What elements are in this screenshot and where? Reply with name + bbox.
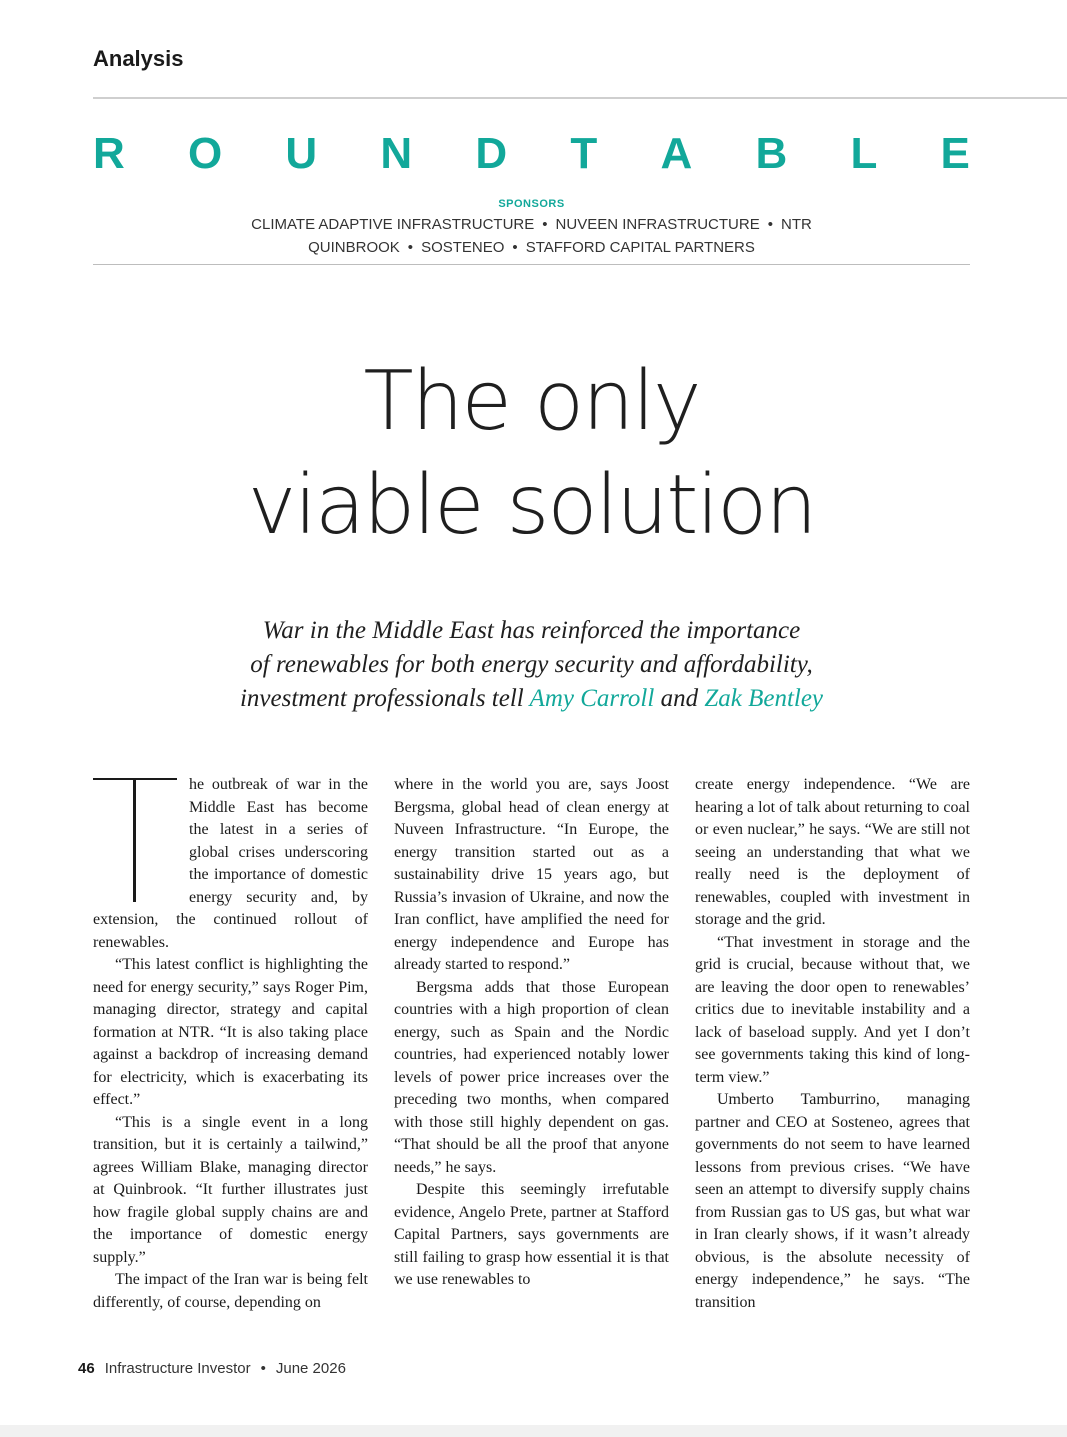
roundtable-letter: B xyxy=(755,129,788,178)
section-label: Analysis xyxy=(93,46,184,71)
roundtable-banner xyxy=(93,128,970,180)
paragraph: create energy independence. “We are hearing a lot of talk about returning to coal or even nuclear,” he says. “We are still not seeing an understanding that what we really need is the deployment of renewables, coupled with investment in storage and the grid. xyxy=(695,776,970,928)
paragraph: Despite this seemingly irrefutable evidence, Angelo Prete, partner at Stafford Capital Partners, says governments are still failing to grasp how essential it is that we use renewables to xyxy=(394,1181,669,1288)
roundtable-letter: A xyxy=(660,129,693,178)
article-column-2 xyxy=(394,774,669,1314)
sponsor-divider xyxy=(93,264,970,265)
paragraph: “This is a single event in a long transition, but it is certainly a tailwind,” agrees William Blake, managing director at Quinbrook. “It further illustrates just how fragile global supply chains are and the importance of domestic energy supply.” xyxy=(93,1113,368,1266)
page-footer xyxy=(78,1360,346,1377)
headline-line-2: viable solution xyxy=(247,458,816,553)
standfirst-conjunction: and xyxy=(654,685,705,712)
bullet-separator: • xyxy=(407,239,414,256)
sponsor-name: NUVEEN INFRASTRUCTURE xyxy=(555,216,760,233)
page-bottom-band xyxy=(0,1425,1067,1437)
author-link-2[interactable]: Zak Bentley xyxy=(704,685,824,712)
roundtable-letter: T xyxy=(570,129,598,178)
bullet-separator: • xyxy=(767,216,773,233)
drop-cap xyxy=(93,774,189,904)
paragraph: The impact of the Iran war is being felt differently, of course, depending on xyxy=(93,1271,368,1311)
sponsor-list-line-1 xyxy=(93,216,970,233)
top-divider xyxy=(93,97,1067,99)
page-number: 46 xyxy=(78,1360,95,1377)
roundtable-letter: R xyxy=(93,129,125,178)
issue-date: June 2026 xyxy=(275,1360,346,1377)
paragraph: Umberto Tamburrino, managing partner and CEO at Sosteneo, agrees that governments do not seem to have learned lessons from previous crises. “We have seen an attempt to diversify supply chains from Russian gas to US gas, but what war in Iran clearly shows, if it wasn’t already obvious, is the absolute necessity of energy independence,” he says. “The transition xyxy=(695,1091,970,1311)
roundtable-letter: U xyxy=(285,129,318,178)
roundtable-letter: E xyxy=(940,129,970,178)
paragraph: where in the world you are, says Joost Bergsma, global head of clean energy at Nuveen Infrastructure. “In Europe, the energy transition started out as a sustainability drive 15 years ago, but Russia’s invasion of Ukraine, and now the Iran conflict, have amplified the need for energy independence and Europe has already started to respond.” xyxy=(394,776,669,973)
author-link-1[interactable]: Amy Carroll xyxy=(529,685,655,712)
publication-name: Infrastructure Investor xyxy=(104,1360,251,1377)
article-column-1 xyxy=(93,774,368,1314)
roundtable-letter: O xyxy=(187,129,223,178)
bullet-separator: • xyxy=(512,239,518,256)
standfirst-line-2: of renewables for both energy security and affordability, xyxy=(250,651,813,678)
roundtable-letter: L xyxy=(850,129,878,178)
bullet-separator: • xyxy=(260,1360,266,1377)
bullet-separator: • xyxy=(542,216,548,233)
paragraph: “That investment in storage and the grid is crucial, because without that, we are leaving the door open to renewables’ critics due to inevitable instability and a lack of baseload supply. And yet I don’t see governments taking this kind of long-term view.” xyxy=(695,933,970,1086)
roundtable-letter: D xyxy=(475,129,508,178)
sponsor-name: QUINBROOK xyxy=(308,239,400,256)
sponsor-name: NTR xyxy=(780,216,812,233)
paragraph: “This latest conflict is highlighting the need for energy security,” says Roger Pim, managing director, strategy and capital formation at NTR. “It is also taking place against a backdrop of increasing demand for electricity, which is exacerbating its effect.” xyxy=(93,956,368,1108)
headline xyxy=(93,350,970,558)
sponsor-name: SOSTENEO xyxy=(421,239,505,256)
sponsor-name: CLIMATE ADAPTIVE INFRASTRUCTURE xyxy=(251,216,535,233)
article-column-3 xyxy=(695,774,970,1314)
roundtable-letter: N xyxy=(380,129,413,178)
standfirst-prefix: investment professionals tell xyxy=(239,685,530,712)
standfirst-line-1: War in the Middle East has reinforced the importance xyxy=(262,617,801,644)
standfirst xyxy=(93,614,970,716)
sponsor-list-line-2 xyxy=(93,239,970,256)
sponsors-label: SPONSORS xyxy=(498,198,565,210)
paragraph: he outbreak of war in the Middle East has become the latest in a series of global crises underscoring the importance of domestic energy security and, by extension, the continued rollout of renewables. xyxy=(93,776,368,951)
headline-line-1: The only xyxy=(363,354,700,449)
standfirst-line-3 xyxy=(93,682,970,716)
drop-cap-stem xyxy=(133,778,136,902)
sponsor-name: STAFFORD CAPITAL PARTNERS xyxy=(525,239,755,256)
paragraph: Bergsma adds that those European countries with a high proportion of clean energy, such as Spain and the Nordic countries, had experienced notably lower levels of power price increases over the preceding two months, when compared with those still highly dependent on gas. “That should be all the proof that anyone needs,” he says. xyxy=(394,978,669,1176)
